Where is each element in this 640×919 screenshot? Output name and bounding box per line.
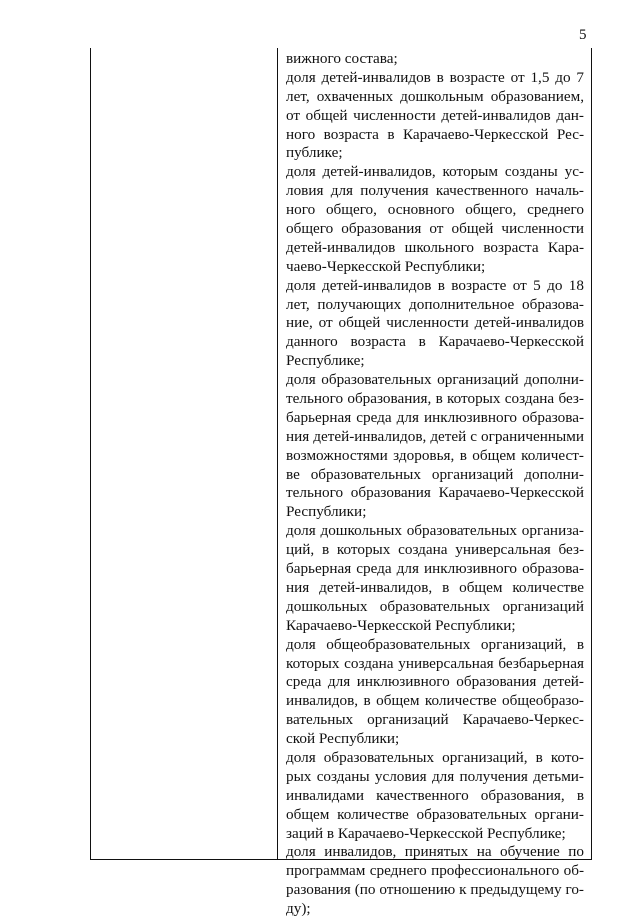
text-line: тельного образования, в которых создана без- <box>286 390 584 408</box>
text-line: ве образовательных организаций дополни- <box>286 465 584 483</box>
text-line: барьерная среда для инклюзивного образова- <box>286 560 584 578</box>
text-line: Республики; <box>286 503 367 521</box>
text-line: доля общеобразовательных организаций, в <box>286 635 584 653</box>
column-divider <box>277 48 278 859</box>
text-line: Карачаево-Черкесской Республики; <box>286 616 516 634</box>
text-line: разования (по отношению к предыдущему го- <box>286 881 584 899</box>
text-line: общего образования от общей численности <box>286 220 584 238</box>
text-line: вательных организаций Карачаево-Черкес- <box>286 711 584 729</box>
text-line: доля образовательных организаций дополни- <box>286 371 584 389</box>
text-line: ду); <box>286 900 311 918</box>
page-number: 5 <box>579 27 587 43</box>
text-line: тельного образования Карачаево-Черкесской <box>286 484 584 502</box>
text-line: Республике; <box>286 352 365 370</box>
text-line: лет, получающих дополнительное образова- <box>286 295 584 313</box>
text-line: заций в Карачаево-Черкесской Республике; <box>286 824 566 842</box>
text-line: дошкольных образовательных организаций <box>286 597 584 615</box>
text-line: инвалидами качественного образования, в <box>286 786 584 804</box>
text-line: барьерная среда для инклюзивного образова- <box>286 408 584 426</box>
text-line: программам среднего профессионального об- <box>286 862 584 880</box>
text-line: доля образовательных организаций, в кото- <box>286 748 584 766</box>
text-line: которых создана универсальная безбарьерная <box>286 654 584 672</box>
text-line: публике; <box>286 144 343 162</box>
text-line: общем количестве образовательных органи- <box>286 805 584 823</box>
text-line: ской Республики; <box>286 730 400 748</box>
text-line: ций, в которых создана универсальная без- <box>286 541 584 559</box>
text-line: доля детей-инвалидов, которым созданы ус- <box>286 163 584 181</box>
text-line: рых созданы условия для получения детьми- <box>286 767 584 785</box>
text-line: от общей численности детей-инвалидов дан- <box>286 106 584 124</box>
text-line: данного возраста в Карачаево-Черкесской <box>286 333 584 351</box>
text-line: доля детей-инвалидов в возрасте от 5 до 18 <box>286 276 584 294</box>
text-line: лет, охваченных дошкольным образованием, <box>286 87 584 105</box>
text-line: вижного состава; <box>286 50 398 67</box>
text-line: ного общего, основного общего, среднего <box>286 201 584 219</box>
text-line: детей-инвалидов школьного возраста Кара- <box>286 238 584 256</box>
text-line: ловия для получения качественного началь- <box>286 182 584 200</box>
text-line: ния детей-инвалидов, в общем количестве <box>286 578 584 596</box>
text-line: ние, от общей численности детей-инвалидов <box>286 314 584 332</box>
indicators-table <box>90 48 592 918</box>
text-line: возможностями здоровья, в общем количест- <box>286 446 584 464</box>
text-line: ния детей-инвалидов, детей с ограниченными <box>286 427 584 445</box>
text-line: инвалидов, в общем количестве общеобразо- <box>286 692 584 710</box>
text-line: среда для инклюзивного образования детей- <box>286 673 584 691</box>
text-line: чаево-Черкесской Республики; <box>286 257 486 275</box>
text-line: ного возраста в Карачаево-Черкесской Рес- <box>286 125 584 143</box>
indicators-cell <box>286 50 584 919</box>
text-line: доля дошкольных образовательных организа- <box>286 522 584 540</box>
text-line: доля детей-инвалидов в возрасте от 1,5 до 7 <box>286 68 584 86</box>
text-line: доля инвалидов, принятых на обучение по <box>286 843 584 861</box>
